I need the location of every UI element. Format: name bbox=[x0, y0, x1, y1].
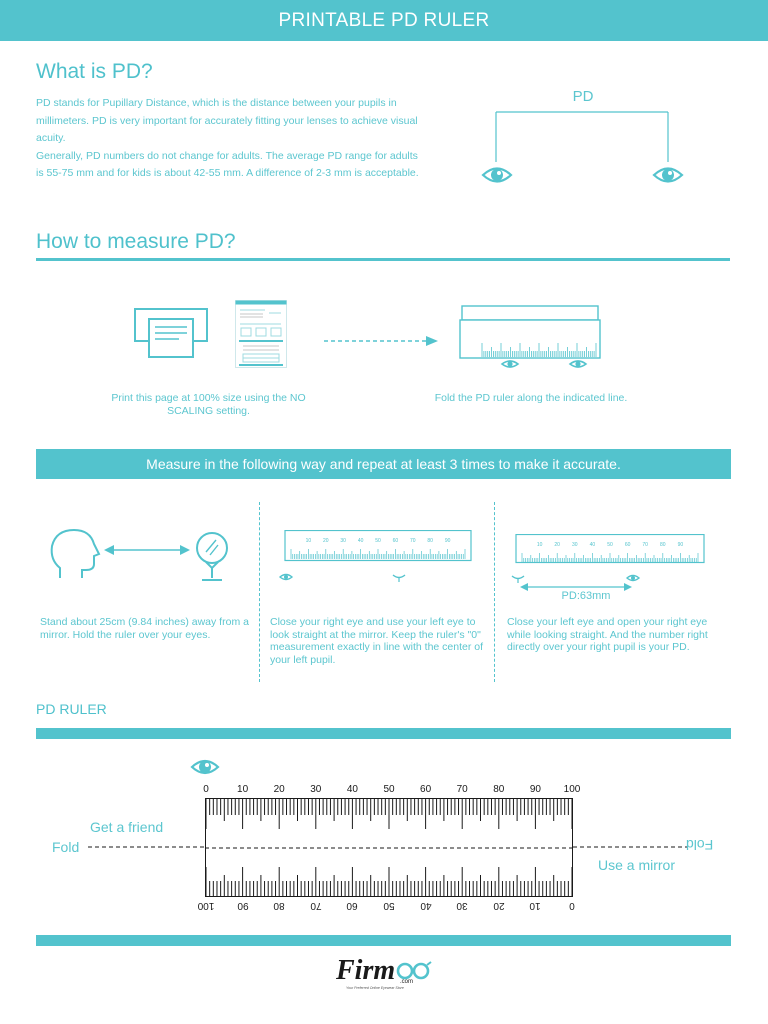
folded-ruler-icon bbox=[458, 304, 604, 374]
mini-ruler-label: 80 bbox=[427, 538, 433, 544]
mini-ruler-label: 90 bbox=[677, 542, 684, 548]
page-header: PRINTABLE PD RULER bbox=[0, 0, 768, 41]
ruler-tick-label: 10 bbox=[529, 900, 541, 911]
ruler-tick-label: 90 bbox=[529, 784, 541, 795]
double-arrow-icon bbox=[104, 545, 190, 555]
pd-result-label: PD:63mm bbox=[561, 590, 611, 602]
step-divider bbox=[494, 502, 495, 682]
mini-ruler-label: 60 bbox=[392, 538, 399, 544]
ruler-tick-label: 30 bbox=[310, 784, 322, 795]
measure-banner: Measure in the following way and repeat at least 3 times to make it accurate. bbox=[36, 449, 731, 479]
ruler-tick-label: 100 bbox=[563, 784, 581, 795]
ruler-tick-label: 30 bbox=[456, 900, 468, 911]
mini-ruler-label: 30 bbox=[572, 542, 578, 548]
mini-ruler-label: 10 bbox=[536, 542, 543, 548]
what-is-pd-paragraph-2: Generally, PD numbers do not change for adults. The average PD range for adults is 55-75 mm and for kids is about 42-55 mm. A difference of 2-3 mm is acceptable. bbox=[36, 149, 419, 179]
ruler-tick-label: 100 bbox=[197, 900, 215, 911]
mini-ruler-label: 90 bbox=[444, 538, 451, 544]
mini-ruler-labels bbox=[277, 530, 475, 544]
mini-ruler-label: 20 bbox=[323, 538, 329, 544]
step-2-text: Close your right eye and use your left eye to look straight at the mirror. Keep the ruler's "0" measurement exactly in line with the center of your left pupil. bbox=[270, 616, 484, 666]
mini-ruler-labels bbox=[508, 534, 708, 548]
mini-ruler-label: 40 bbox=[589, 542, 596, 548]
mini-ruler-label: 70 bbox=[410, 538, 416, 544]
use-mirror-label: Use a mirror bbox=[598, 857, 676, 873]
fold-label-right: Fold bbox=[686, 837, 714, 853]
ruler-tick-label: 10 bbox=[237, 784, 249, 795]
mini-ruler-label: 30 bbox=[340, 538, 346, 544]
ruler-top-labels bbox=[190, 784, 590, 798]
mini-ruler-label: 50 bbox=[607, 542, 613, 548]
ruler-bottom-labels bbox=[190, 900, 590, 916]
ruler-tick-label: 70 bbox=[310, 900, 322, 911]
arrow-right-icon bbox=[322, 334, 440, 348]
section-bar bbox=[36, 728, 731, 739]
document-icon bbox=[235, 300, 287, 368]
section-bar bbox=[36, 935, 731, 946]
mini-ruler-label: 10 bbox=[305, 538, 312, 544]
mini-ruler-right-eye bbox=[508, 534, 708, 604]
fold-line bbox=[88, 841, 688, 853]
pd-diagram bbox=[478, 84, 698, 194]
step-fold-caption: Fold the PD ruler along the indicated line. bbox=[434, 392, 628, 404]
step-3-text: Close your left eye and open your right eye while looking straight. And the number right directly over your right pupil is your PD. bbox=[507, 616, 708, 653]
what-is-pd-heading: What is PD? bbox=[36, 60, 153, 83]
ruler-tick-label: 50 bbox=[383, 784, 395, 795]
ruler-tick-label: 60 bbox=[420, 784, 432, 795]
firmoo-logo bbox=[336, 955, 436, 995]
step-print-caption: Print this page at 100% size using the NO SCALING setting. bbox=[111, 392, 306, 417]
mini-ruler-label: 50 bbox=[375, 538, 381, 544]
ruler-tick-label: 40 bbox=[420, 900, 432, 911]
ruler-tick-label: 80 bbox=[273, 900, 285, 911]
pd-diagram-label: PD bbox=[572, 88, 594, 105]
section-divider bbox=[36, 258, 730, 261]
mini-ruler-label: 60 bbox=[624, 542, 631, 548]
ruler-tick-label: 0 bbox=[203, 784, 209, 795]
mini-ruler-left-eye bbox=[277, 530, 475, 588]
ruler-tick-label: 20 bbox=[273, 784, 285, 795]
logo-suffix: .com bbox=[400, 979, 414, 985]
mini-ruler-label: 20 bbox=[554, 542, 560, 548]
mirror-icon bbox=[197, 533, 227, 580]
what-is-pd-paragraph-1: PD stands for Pupillary Distance, which is the distance between your pupils in millimeters. PD is very important for accurately fitting your lenses to achieve visual acuity. bbox=[36, 97, 418, 144]
logo-tagline: Your Preferred Online Eyewear Store bbox=[346, 986, 404, 990]
ruler-tick-label: 80 bbox=[493, 784, 505, 795]
glasses-icon bbox=[396, 961, 432, 981]
pd-ruler-heading: PD RULER bbox=[36, 701, 107, 717]
fold-label-left: Fold bbox=[52, 839, 80, 855]
printer-icon bbox=[133, 307, 209, 359]
what-is-pd-text bbox=[36, 95, 421, 183]
head-mirror-illustration bbox=[46, 526, 242, 586]
ruler-tick-label: 70 bbox=[456, 784, 468, 795]
mini-ruler-label: 80 bbox=[660, 542, 666, 548]
logo-text: Firm bbox=[336, 955, 396, 986]
mini-ruler-label: 70 bbox=[642, 542, 648, 548]
eye-icon bbox=[481, 162, 513, 188]
step-divider bbox=[259, 502, 260, 682]
eye-icon bbox=[190, 754, 220, 780]
get-friend-label: Get a friend bbox=[90, 819, 164, 835]
ruler-tick-label: 0 bbox=[569, 900, 575, 911]
ruler-tick-label: 20 bbox=[493, 900, 505, 911]
eye-icon bbox=[652, 162, 684, 188]
head-icon bbox=[52, 530, 99, 578]
step-1-text: Stand about 25cm (9.84 inches) away from a mirror. Hold the ruler over your eyes. bbox=[40, 616, 249, 641]
ruler-tick-label: 90 bbox=[237, 900, 249, 911]
ruler-tick-label: 40 bbox=[346, 784, 358, 795]
ruler-tick-label: 50 bbox=[383, 900, 395, 911]
ruler-tick-label: 60 bbox=[346, 900, 358, 911]
mini-ruler-label: 40 bbox=[357, 538, 364, 544]
how-to-heading: How to measure PD? bbox=[36, 230, 236, 253]
